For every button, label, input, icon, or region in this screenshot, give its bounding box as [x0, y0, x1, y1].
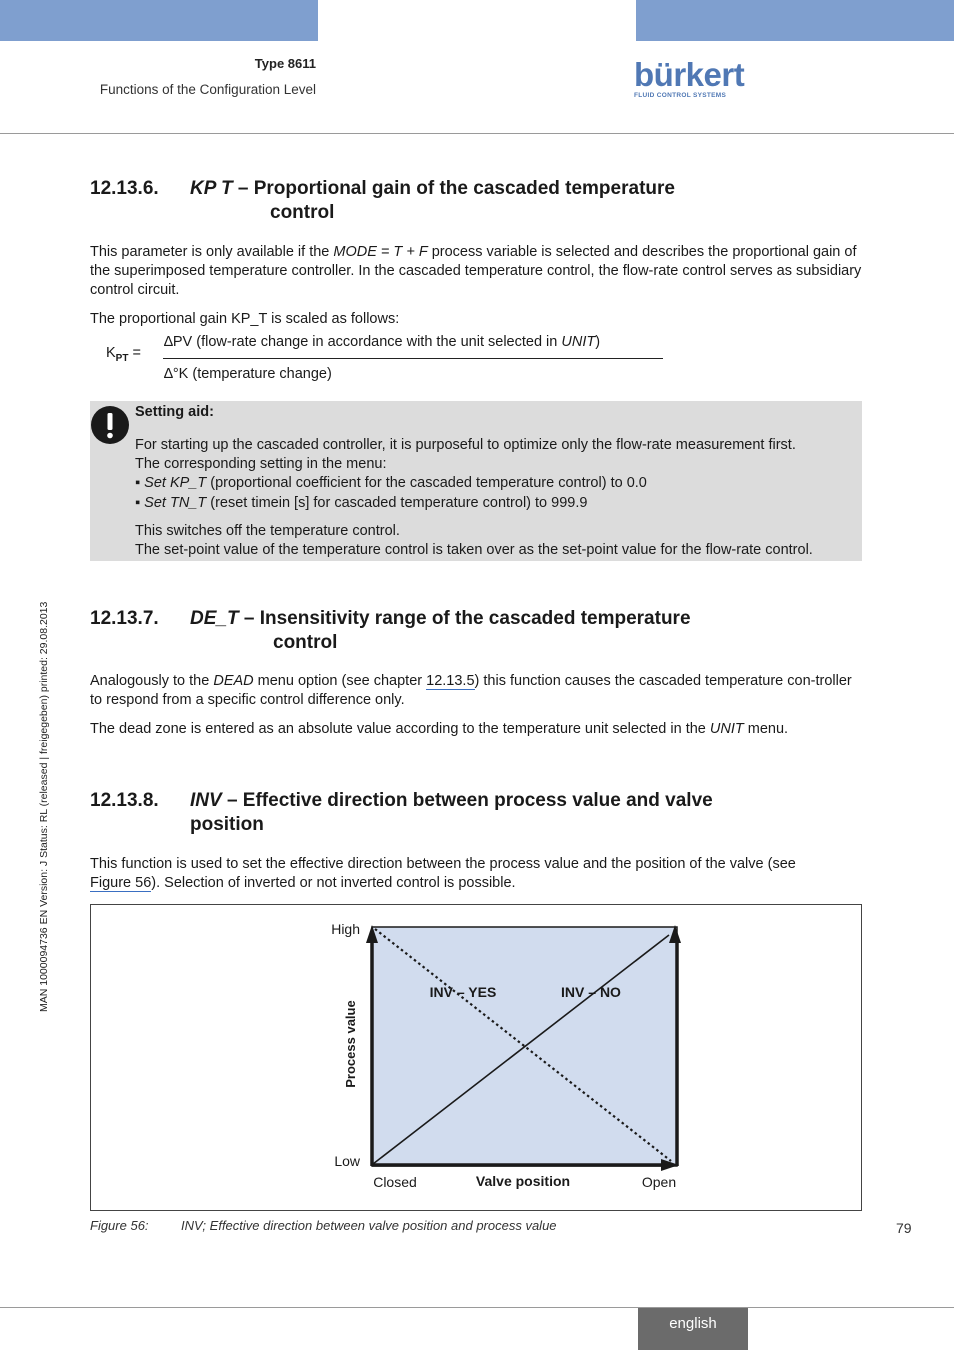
- document-subtitle: Functions of the Configuration Level: [99, 82, 316, 97]
- inv-no-label: INV – NO: [561, 984, 621, 1000]
- text: ): [595, 334, 601, 350]
- paragraph-kp-t-description: [90, 243, 862, 301]
- document-version-info: MAN 1000094736 EN Version: J Status: RL (released | freigegeben) printed: 29.08.2013: [38, 601, 50, 1012]
- setting-aid-title: Setting aid:: [135, 404, 214, 420]
- paragraph-inv-description: [90, 855, 810, 893]
- figure-caption-text: INV; Effective direction between valve position and process value: [181, 1218, 557, 1233]
- fraction-line: [163, 358, 663, 359]
- document-type: Type 8611: [254, 56, 316, 71]
- header-bar-right: [636, 0, 954, 41]
- setting-aid-line2: The corresponding setting in the menu:: [135, 456, 387, 472]
- language-tab[interactable]: english: [638, 1308, 748, 1350]
- setting-aid-bullet-tn-t: [135, 494, 860, 513]
- logo-word: bürkert: [634, 56, 745, 93]
- formula-numerator: [164, 334, 600, 350]
- page-number: 79: [896, 1220, 912, 1236]
- section-param: INV: [190, 790, 222, 811]
- section-title-line2: control: [270, 202, 335, 223]
- figure-caption: [90, 1218, 557, 1233]
- section-heading-kp-t: [90, 177, 675, 201]
- text: Analogously to the: [90, 673, 214, 689]
- text: menu option (see chapter: [253, 673, 427, 689]
- inv-yes-label: INV – YES: [429, 984, 497, 1000]
- section-title-line1: – Effective direction between process value and valve: [221, 790, 713, 811]
- text: process variable is selected and describes the proportional gain of the superimposed temperature controller. In the cascaded temperature control, the flow-rate control serves as subsidiary control circuit.: [90, 244, 862, 299]
- bullet: ▪: [135, 495, 145, 511]
- paragraph-dead-zone: [90, 720, 862, 739]
- formula-denominator: ∆°K (temperature change): [164, 366, 332, 382]
- formula-equals: =: [128, 345, 141, 361]
- setting-aid-line3: This switches off the temperature control.: [135, 523, 400, 539]
- formula-subscript: PT: [115, 352, 129, 364]
- y-axis-title: Process value: [343, 1000, 358, 1088]
- chapter-link[interactable]: 12.13.5: [426, 673, 475, 689]
- unit-ref: UNIT: [561, 334, 596, 350]
- text: menu.: [743, 721, 789, 737]
- text: (reset timein [s] for cascaded temperature control) to 999.9: [206, 495, 588, 511]
- figure-link[interactable]: Figure 56: [90, 875, 152, 892]
- section-title-line1: – Insensitivity range of the cascaded temperature: [238, 608, 691, 629]
- menu-ref: Set KP_T: [144, 475, 207, 491]
- setting-aid-line1: For starting up the cascaded controller, it is purposeful to optimize only the flow-rate measurement first.: [135, 437, 796, 453]
- formula-kpt-label: [106, 345, 141, 364]
- text: This parameter is only available if the: [90, 244, 334, 260]
- footer-divider: [0, 1307, 954, 1308]
- section-heading-inv: [90, 789, 713, 813]
- y-low-label: Low: [334, 1153, 360, 1169]
- paragraph-de-t-description: [90, 672, 862, 710]
- menu-ref: UNIT: [709, 721, 744, 737]
- x-open-label: Open: [641, 1174, 677, 1190]
- setting-aid-bullet-kp-t: [135, 474, 860, 493]
- section-param: KP T: [190, 178, 233, 199]
- text: ∆PV (flow-rate change in accordance with the unit selected in: [164, 334, 562, 350]
- text: (proportional coefficient for the cascaded temperature control) to 0.0: [206, 475, 647, 491]
- paragraph-scaling: The proportional gain KP_T is scaled as follows:: [90, 311, 400, 327]
- y-high-label: High: [331, 921, 360, 937]
- mode-ref: MODE = T + F: [333, 244, 428, 260]
- section-title-line2: control: [273, 632, 338, 653]
- section-param: DE_T: [190, 608, 239, 629]
- figure-caption-label: Figure 56:: [90, 1218, 149, 1233]
- inv-direction-diagram: [91, 905, 861, 1210]
- section-number: 12.13.8.: [90, 790, 159, 811]
- section-number: 12.13.6.: [90, 178, 159, 199]
- section-title-line1: – Proportional gain of the cascaded temperature: [232, 178, 675, 199]
- section-number: 12.13.7.: [90, 608, 159, 629]
- setting-aid-line4: The set-point value of the temperature control is taken over as the set-point value for the flow-rate control.: [135, 542, 813, 558]
- text: The dead zone is entered as an absolute value according to the temperature unit selected in the: [90, 721, 710, 737]
- header-divider: [0, 133, 954, 134]
- section-title-line2: position: [190, 814, 264, 835]
- header-bar-left: [0, 0, 318, 41]
- figure-56-frame: [90, 904, 862, 1211]
- section-heading-de-t: [90, 607, 691, 631]
- text: ) this function causes the cascaded temperature con-troller to respond from a specific control difference only.: [90, 673, 852, 709]
- text: This function is used to set the effective direction between the process value and the position of the valve (see: [90, 856, 796, 872]
- burkert-logo: [634, 58, 744, 99]
- bullet: ▪: [135, 475, 145, 491]
- x-closed-label: Closed: [373, 1174, 417, 1190]
- text: ). Selection of inverted or not inverted control is possible.: [151, 875, 516, 892]
- warning-exclamation-icon: [90, 405, 130, 445]
- menu-ref: Set TN_T: [144, 495, 207, 511]
- logo-tagline: FLUID CONTROL SYSTEMS: [634, 92, 727, 99]
- x-axis-title: Valve position: [475, 1173, 571, 1189]
- menu-ref: DEAD: [213, 673, 254, 689]
- formula-k: K: [106, 345, 116, 361]
